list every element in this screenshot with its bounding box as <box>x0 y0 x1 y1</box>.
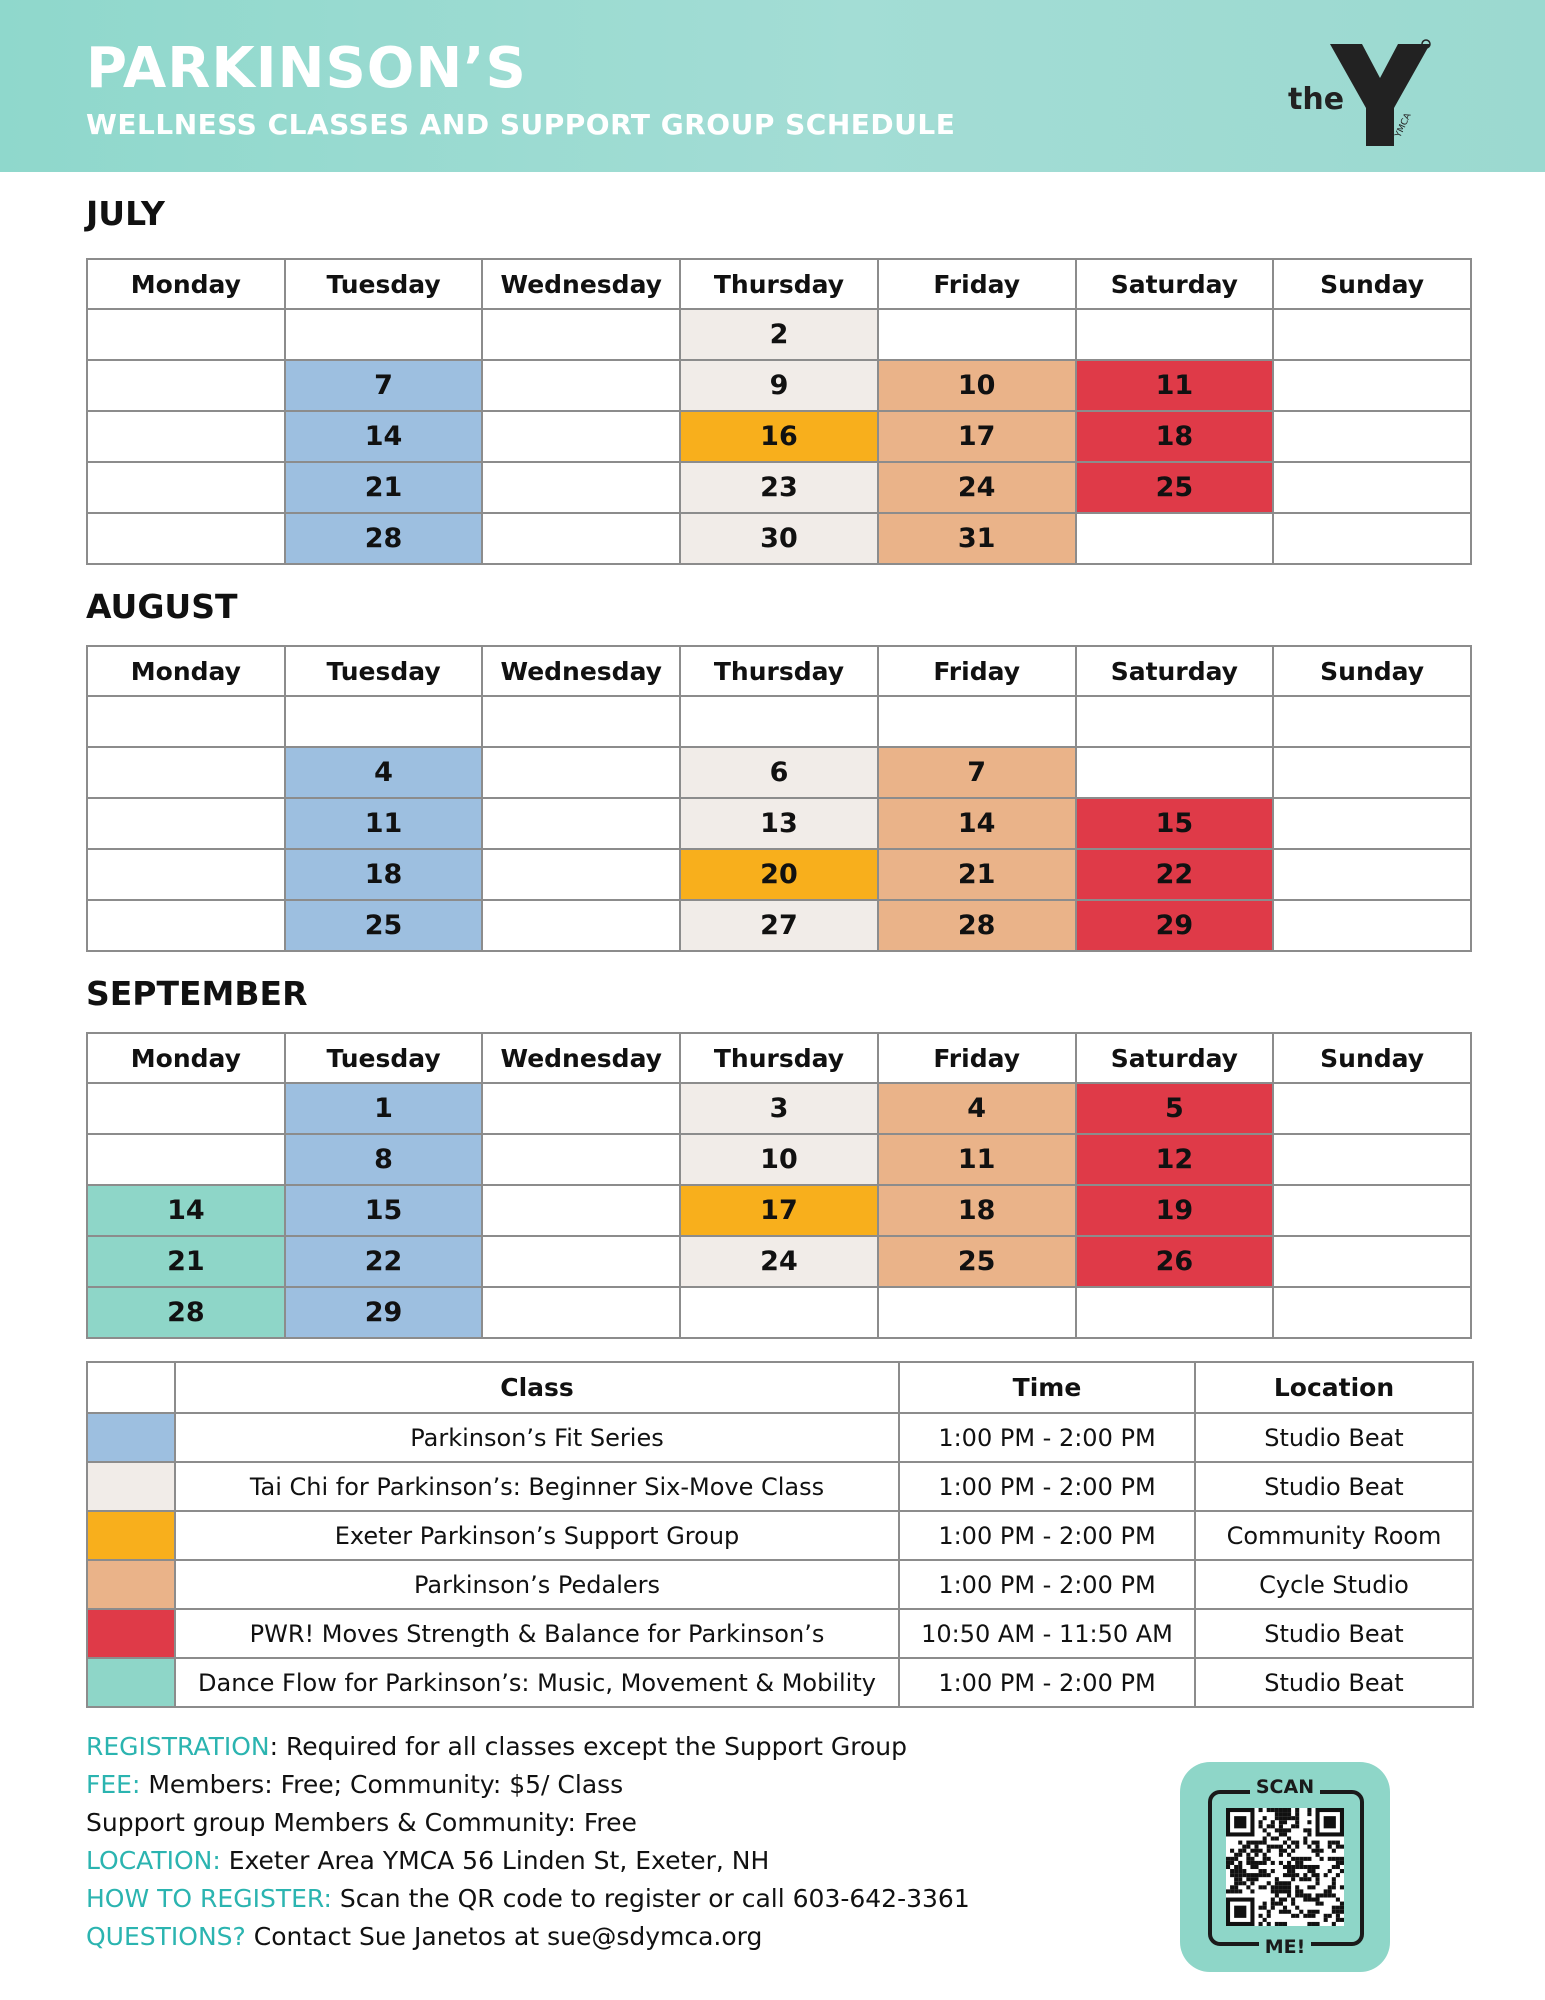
calendar-empty-cell <box>1273 696 1471 747</box>
legend-time: 1:00 PM - 2:00 PM <box>899 1413 1195 1462</box>
legend-row <box>87 1658 1473 1707</box>
calendar-empty-cell <box>1273 747 1471 798</box>
legend-location: Studio Beat <box>1195 1413 1473 1462</box>
calendar-empty-cell <box>1273 1287 1471 1338</box>
calendar-day-cell: 14 <box>878 798 1076 849</box>
calendar-day-cell: 24 <box>878 462 1076 513</box>
page-header <box>0 0 1545 172</box>
legend-color-swatch <box>87 1658 175 1707</box>
calendar-empty-cell <box>1273 513 1471 564</box>
legend-time: 1:00 PM - 2:00 PM <box>899 1462 1195 1511</box>
calendar-day-cell: 13 <box>680 798 878 849</box>
legend-row <box>87 1462 1473 1511</box>
legend-row <box>87 1560 1473 1609</box>
calendar-day-cell: 11 <box>285 798 483 849</box>
day-header-thursday: Thursday <box>680 259 878 309</box>
info-questions: QUESTIONS? Contact Sue Janetos at sue@sdymca.org <box>86 1922 763 1951</box>
calendar-week-row <box>87 849 1471 900</box>
calendar-august <box>86 645 1472 952</box>
day-header-tuesday: Tuesday <box>285 1033 483 1083</box>
legend-time: 1:00 PM - 2:00 PM <box>899 1658 1195 1707</box>
month-title-july: JULY <box>86 194 165 233</box>
calendar-day-cell: 12 <box>1076 1134 1274 1185</box>
calendar-day-cell: 14 <box>285 411 483 462</box>
calendar-empty-cell <box>87 849 285 900</box>
calendar-day-cell: 10 <box>680 1134 878 1185</box>
day-header-tuesday: Tuesday <box>285 646 483 696</box>
calendar-empty-cell <box>482 798 680 849</box>
calendar-empty-cell <box>482 411 680 462</box>
info-location: LOCATION: Exeter Area YMCA 56 Linden St, Exeter, NH <box>86 1846 770 1875</box>
calendar-empty-cell <box>1076 309 1274 360</box>
legend-location: Studio Beat <box>1195 1658 1473 1707</box>
day-header-saturday: Saturday <box>1076 1033 1274 1083</box>
page-subtitle: WELLNESS CLASSES AND SUPPORT GROUP SCHEDULE <box>86 108 956 141</box>
legend-color-swatch <box>87 1462 175 1511</box>
qr-scan-label: SCAN <box>1180 1776 1390 1798</box>
calendar-day-cell: 11 <box>1076 360 1274 411</box>
calendar-day-cell: 21 <box>87 1236 285 1287</box>
calendar-week-row <box>87 1134 1471 1185</box>
calendar-empty-cell <box>1273 798 1471 849</box>
legend-class: Parkinson’s Pedalers <box>175 1560 899 1609</box>
day-header-friday: Friday <box>878 259 1076 309</box>
legend-header-time: Time <box>899 1362 1195 1413</box>
calendar-empty-cell <box>87 360 285 411</box>
calendar-day-cell: 23 <box>680 462 878 513</box>
calendar-empty-cell <box>87 1134 285 1185</box>
calendar-day-cell: 3 <box>680 1083 878 1134</box>
legend-color-swatch <box>87 1413 175 1462</box>
calendar-day-cell: 6 <box>680 747 878 798</box>
calendar-empty-cell <box>1273 1236 1471 1287</box>
calendar-day-cell: 28 <box>285 513 483 564</box>
calendar-day-cell: 18 <box>878 1185 1076 1236</box>
calendar-empty-cell <box>878 309 1076 360</box>
day-header-friday: Friday <box>878 1033 1076 1083</box>
calendar-empty-cell <box>482 1185 680 1236</box>
info-fee: FEE: Members: Free; Community: $5/ Class <box>86 1770 624 1799</box>
calendar-empty-cell <box>1273 1185 1471 1236</box>
qr-code-icon[interactable] <box>1226 1808 1344 1926</box>
calendar-day-cell: 21 <box>285 462 483 513</box>
calendar-week-row <box>87 1185 1471 1236</box>
calendar-empty-cell <box>87 747 285 798</box>
qr-me-label: ME! <box>1180 1936 1390 1958</box>
calendar-week-row <box>87 900 1471 951</box>
legend-time: 1:00 PM - 2:00 PM <box>899 1511 1195 1560</box>
calendar-week-row <box>87 360 1471 411</box>
calendar-empty-cell <box>1273 849 1471 900</box>
calendar-day-cell: 17 <box>878 411 1076 462</box>
calendar-day-cell: 16 <box>680 411 878 462</box>
calendar-day-cell: 5 <box>1076 1083 1274 1134</box>
calendar-day-cell: 19 <box>1076 1185 1274 1236</box>
qr-code-badge[interactable] <box>1180 1762 1390 1972</box>
legend-row <box>87 1413 1473 1462</box>
calendar-week-row <box>87 798 1471 849</box>
logo-ymca-text: YMCA <box>1393 111 1414 140</box>
day-header-tuesday: Tuesday <box>285 259 483 309</box>
legend-color-swatch <box>87 1511 175 1560</box>
calendar-day-cell: 2 <box>680 309 878 360</box>
calendar-empty-cell <box>87 1083 285 1134</box>
calendar-day-cell: 22 <box>285 1236 483 1287</box>
legend-color-swatch <box>87 1560 175 1609</box>
day-header-sunday: Sunday <box>1273 259 1471 309</box>
legend-location: Studio Beat <box>1195 1609 1473 1658</box>
calendar-empty-cell <box>87 798 285 849</box>
legend-header-location: Location <box>1195 1362 1473 1413</box>
info-registration: REGISTRATION: Required for all classes except the Support Group <box>86 1732 907 1761</box>
calendar-empty-cell <box>1273 462 1471 513</box>
day-header-thursday: Thursday <box>680 1033 878 1083</box>
calendar-empty-cell <box>482 1287 680 1338</box>
calendar-empty-cell <box>482 747 680 798</box>
calendar-empty-cell <box>87 696 285 747</box>
calendar-day-cell: 25 <box>878 1236 1076 1287</box>
legend-location: Cycle Studio <box>1195 1560 1473 1609</box>
legend-location: Community Room <box>1195 1511 1473 1560</box>
calendar-day-cell: 27 <box>680 900 878 951</box>
calendar-day-cell: 25 <box>1076 462 1274 513</box>
calendar-day-cell: 28 <box>87 1287 285 1338</box>
calendar-week-row <box>87 309 1471 360</box>
day-header-saturday: Saturday <box>1076 259 1274 309</box>
calendar-day-cell: 8 <box>285 1134 483 1185</box>
calendar-day-cell: 15 <box>1076 798 1274 849</box>
legend-class: Exeter Parkinson’s Support Group <box>175 1511 899 1560</box>
calendar-header-row <box>87 646 1471 696</box>
calendar-day-cell: 31 <box>878 513 1076 564</box>
calendar-day-cell: 29 <box>1076 900 1274 951</box>
calendar-day-cell: 7 <box>878 747 1076 798</box>
calendar-day-cell: 26 <box>1076 1236 1274 1287</box>
legend-row <box>87 1609 1473 1658</box>
calendar-empty-cell <box>87 462 285 513</box>
calendar-day-cell: 22 <box>1076 849 1274 900</box>
calendar-empty-cell <box>878 1287 1076 1338</box>
calendar-day-cell: 18 <box>285 849 483 900</box>
calendar-day-cell: 25 <box>285 900 483 951</box>
calendar-empty-cell <box>482 309 680 360</box>
calendar-day-cell: 28 <box>878 900 1076 951</box>
day-header-friday: Friday <box>878 646 1076 696</box>
calendar-empty-cell <box>482 1083 680 1134</box>
calendar-empty-cell <box>1076 696 1274 747</box>
calendar-empty-cell <box>1273 411 1471 462</box>
calendar-empty-cell <box>878 696 1076 747</box>
calendar-day-cell: 4 <box>285 747 483 798</box>
legend-class: Parkinson’s Fit Series <box>175 1413 899 1462</box>
legend-class: PWR! Moves Strength & Balance for Parkinson’s <box>175 1609 899 1658</box>
calendar-header-row <box>87 259 1471 309</box>
day-header-sunday: Sunday <box>1273 1033 1471 1083</box>
calendar-july <box>86 258 1472 565</box>
logo-the-text: the <box>1288 82 1345 117</box>
legend-class: Tai Chi for Parkinson’s: Beginner Six-Move Class <box>175 1462 899 1511</box>
calendar-empty-cell <box>680 696 878 747</box>
day-header-wednesday: Wednesday <box>482 1033 680 1083</box>
calendar-day-cell: 14 <box>87 1185 285 1236</box>
calendar-day-cell: 17 <box>680 1185 878 1236</box>
calendar-empty-cell <box>482 696 680 747</box>
legend-header-class: Class <box>175 1362 899 1413</box>
calendar-empty-cell <box>285 696 483 747</box>
day-header-wednesday: Wednesday <box>482 646 680 696</box>
calendar-day-cell: 18 <box>1076 411 1274 462</box>
calendar-empty-cell <box>1076 1287 1274 1338</box>
calendar-week-row <box>87 1287 1471 1338</box>
calendar-day-cell: 4 <box>878 1083 1076 1134</box>
calendar-day-cell: 7 <box>285 360 483 411</box>
legend-row <box>87 1511 1473 1560</box>
calendar-day-cell: 15 <box>285 1185 483 1236</box>
calendar-week-row <box>87 411 1471 462</box>
calendar-empty-cell <box>482 1236 680 1287</box>
calendar-day-cell: 1 <box>285 1083 483 1134</box>
calendar-empty-cell <box>1273 1083 1471 1134</box>
calendar-empty-cell <box>482 513 680 564</box>
calendar-empty-cell <box>482 1134 680 1185</box>
legend-header-swatch <box>87 1362 175 1413</box>
calendar-september <box>86 1032 1472 1339</box>
calendar-week-row <box>87 462 1471 513</box>
day-header-wednesday: Wednesday <box>482 259 680 309</box>
calendar-week-row <box>87 747 1471 798</box>
calendar-empty-cell <box>1273 900 1471 951</box>
calendar-day-cell: 24 <box>680 1236 878 1287</box>
legend-location: Studio Beat <box>1195 1462 1473 1511</box>
calendar-week-row <box>87 513 1471 564</box>
legend-color-swatch <box>87 1609 175 1658</box>
calendar-empty-cell <box>482 462 680 513</box>
calendar-empty-cell <box>87 309 285 360</box>
legend-header-row <box>87 1362 1473 1413</box>
info-support-fee: Support group Members & Community: Free <box>86 1808 637 1837</box>
calendar-day-cell: 11 <box>878 1134 1076 1185</box>
calendar-empty-cell <box>482 849 680 900</box>
calendar-empty-cell <box>87 513 285 564</box>
calendar-empty-cell <box>285 309 483 360</box>
calendar-day-cell: 10 <box>878 360 1076 411</box>
day-header-thursday: Thursday <box>680 646 878 696</box>
class-legend-table <box>86 1361 1474 1708</box>
info-how-to-register: HOW TO REGISTER: Scan the QR code to register or call 603-642-3361 <box>86 1884 970 1913</box>
day-header-saturday: Saturday <box>1076 646 1274 696</box>
calendar-week-row <box>87 1083 1471 1134</box>
calendar-empty-cell <box>680 1287 878 1338</box>
calendar-empty-cell <box>87 900 285 951</box>
calendar-header-row <box>87 1033 1471 1083</box>
calendar-empty-cell <box>1273 1134 1471 1185</box>
calendar-empty-cell <box>1273 309 1471 360</box>
calendar-day-cell: 30 <box>680 513 878 564</box>
calendar-empty-cell <box>87 411 285 462</box>
month-title-august: AUGUST <box>86 587 238 626</box>
calendar-empty-cell <box>482 360 680 411</box>
calendar-empty-cell <box>1273 360 1471 411</box>
day-header-sunday: Sunday <box>1273 646 1471 696</box>
day-header-monday: Monday <box>87 259 285 309</box>
calendar-day-cell: 29 <box>285 1287 483 1338</box>
calendar-week-row <box>87 1236 1471 1287</box>
calendar-empty-cell <box>1076 747 1274 798</box>
month-title-september: SEPTEMBER <box>86 974 308 1013</box>
day-header-monday: Monday <box>87 646 285 696</box>
calendar-day-cell: 21 <box>878 849 1076 900</box>
legend-time: 1:00 PM - 2:00 PM <box>899 1560 1195 1609</box>
calendar-empty-cell <box>482 900 680 951</box>
legend-time: 10:50 AM - 11:50 AM <box>899 1609 1195 1658</box>
calendar-day-cell: 20 <box>680 849 878 900</box>
page-title: PARKINSON’S <box>86 36 527 101</box>
legend-class: Dance Flow for Parkinson’s: Music, Movement & Mobility <box>175 1658 899 1707</box>
ymca-logo <box>1280 30 1440 155</box>
calendar-day-cell: 9 <box>680 360 878 411</box>
day-header-monday: Monday <box>87 1033 285 1083</box>
calendar-empty-cell <box>1076 513 1274 564</box>
calendar-week-row <box>87 696 1471 747</box>
info-section <box>86 1728 1136 1956</box>
